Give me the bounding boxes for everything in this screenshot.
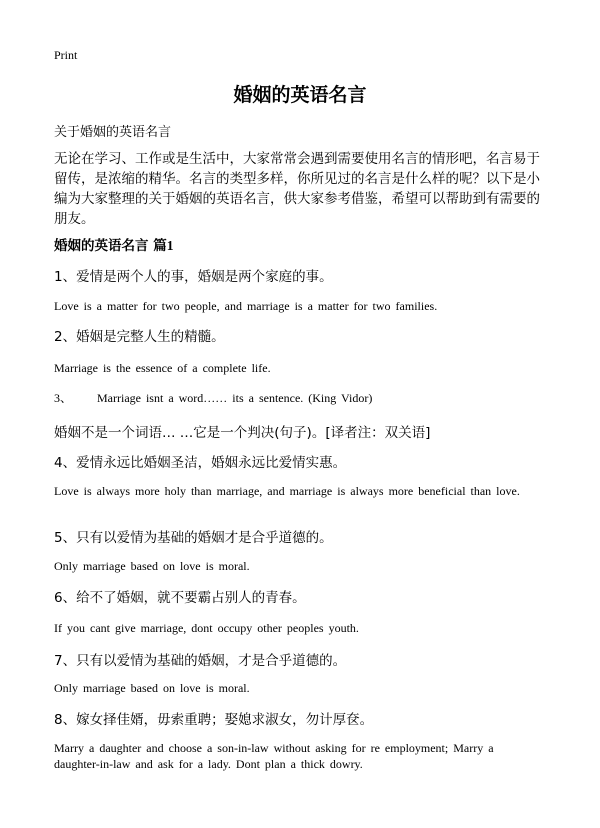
quote-4-chinese: 4、爱情永远比婚姻圣洁，婚姻永远比爱情实惠。 [54,455,347,471]
quote-3-english: 3、 Marriage isnt a word…… its a sentence. (King Vidor) [54,391,373,405]
quote-3-chinese: 婚姻不是一个词语… …它是一个判决(句子)。[译者注：双关语] [54,425,431,441]
quote-5-english: Only marriage based on love is moral. [54,559,250,573]
quote-8-chinese: 8、嫁女择佳婿，毋索重聘；娶媳求淑女，勿计厚奁。 [54,712,374,728]
section-heading-number: 1 [166,238,174,253]
quote-4-english: Love is always more holy than marriage, and marriage is always more beneficial than love. [54,484,520,498]
section-heading [54,234,173,254]
intro-paragraph: 无论在学习、工作或是生活中，大家常常会遇到需要使用名言的情形吧，名言易于留传，是浓缩的精华。名言的类型多样，你所见过的名言是什么样的呢？以下是小编为大家整理的关于婚姻的英语名言，供大家参考借鉴，希望可以帮助到有需要的朋友。 [54,151,540,227]
quote-7-english: Only marriage based on love is moral. [54,681,250,695]
quote-2-english: Marriage is the essence of a complete life. [54,361,271,375]
page-title: 婚姻的英语名言 [233,84,367,106]
quote-8-english: Marry a daughter and choose a son-in-law without asking for re employment; Marry a daughter-in-law and ask for a lady. Dont plan a thick dowry. [54,741,494,771]
quote-1-english: Love is a matter for two people, and marriage is a matter for two families. [54,299,438,313]
quote-5-chinese: 5、只有以爱情为基础的婚姻才是合乎道德的。 [54,530,333,546]
section-heading-text: 婚姻的英语名言 篇 [54,238,167,254]
quote-6-english: If you cant give marriage, dont occupy other peoples youth. [54,621,359,635]
quote-2-chinese: 2、婚姻是完整人生的精髓。 [54,329,225,345]
quote-6-chinese: 6、给不了婚姻，就不要霸占别人的青春。 [54,590,306,606]
print-label: Print [54,48,78,62]
quote-1-chinese: 1、爱情是两个人的事，婚姻是两个家庭的事。 [54,269,333,285]
quote-7-chinese: 7、只有以爱情为基础的婚姻，才是合乎道德的。 [54,653,347,669]
subtitle: 关于婚姻的英语名言 [54,125,172,140]
